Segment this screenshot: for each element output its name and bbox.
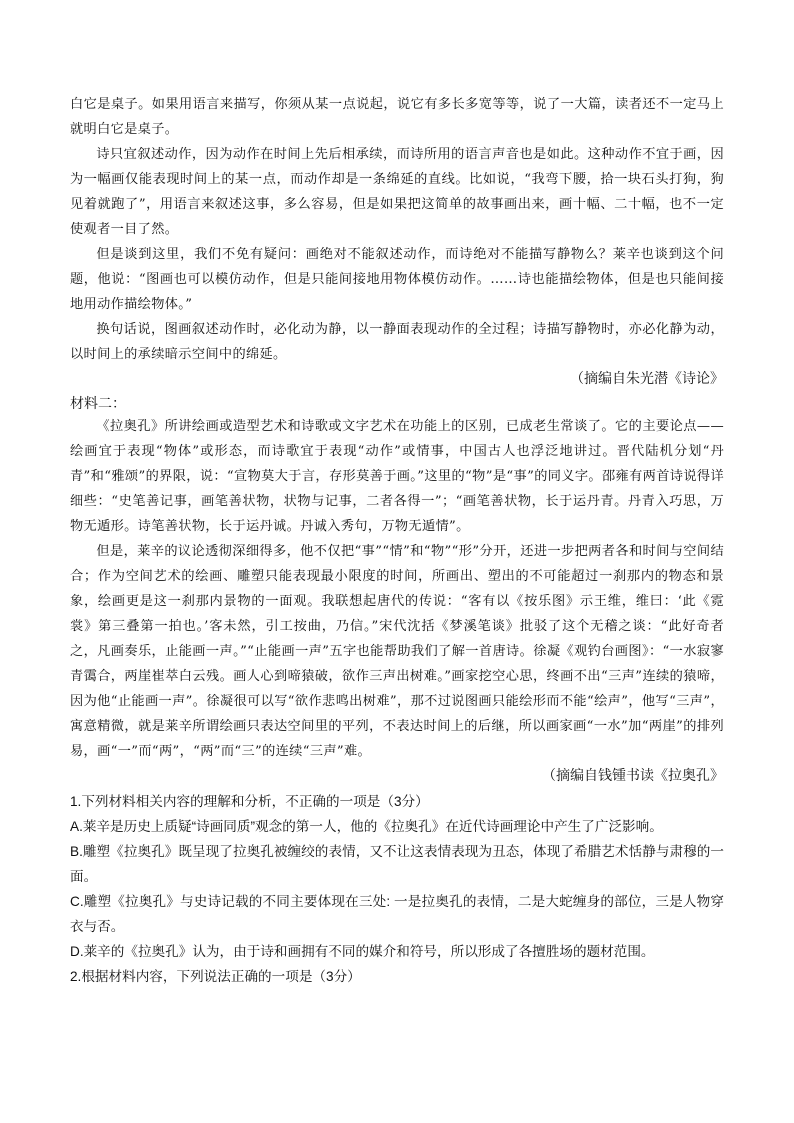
question-stem: 1.下列材料相关内容的理解和分析，不正确的一项是（3分） — [70, 794, 429, 809]
question-option: D.莱辛的《拉奥孔》认为，由于诗和画拥有不同的媒介和符号，所以形成了各擅胜场的题材范围。 — [70, 944, 655, 959]
paragraph: 诗只宜叙述动作，因为动作在时间上先后相承续，而诗所用的语言声音也是如此。这种动作不宜于画，因为一幅画仅能表现时间上的某一点，而动作却是一条绵延的直线。比如说，“我弯下腰，拾一块石头打狗，狗见着就跑了”，用语言来叙述这事，多么容易，但是如果把这简单的故事画出来，画十幅、二十幅，也不一定使观者一目了然。 — [70, 147, 724, 237]
material-one — [70, 92, 724, 392]
source-citation: （摘编自钱锺书读《拉奥孔》 — [542, 769, 724, 784]
material-label: 材料二： — [70, 395, 126, 411]
source-citation: （摘编自朱光潜《诗论》 — [570, 372, 724, 387]
paragraph: 《拉奥孔》所讲绘画或造型艺术和诗歌或文字艺术在功能上的区别，已成老生常谈了。它的主要论点——绘画宜于表现“物体”或形态，而诗歌宜于表现“动作”或情事，中国古人也浮泛地讲过。晋代陆机分划“丹青”和“雅颂”的界限，说：“宣物莫大于言，存形莫善于画。”这里的“物”是“事”的同义字。邵雍有两首诗说得详细些：“史笔善记事，画笔善状物，状物与记事，二者各得一”；“画笔善状物，长于运丹青。丹青入巧思，万物无遁形。诗笔善状物，长于运丹诚。丹诚入秀句，万物无遁情”。 — [70, 419, 724, 534]
question-option: A.莱辛是历史上质疑“诗画同质”观念的第一人，他的《拉奥孔》在近代诗画理论中产生了广泛影响。 — [70, 819, 663, 834]
paragraph: 白它是桌子。如果用语言来描写，你须从某一点说起，说它有多长多宽等等，说了一大篇，读者还不一定马上就明白它是桌子。 — [70, 97, 724, 137]
material-two — [70, 392, 724, 789]
question-stem: 2.根据材料内容，下列说法正确的一项是（3分） — [70, 969, 361, 984]
document-page — [70, 92, 724, 989]
questions — [70, 789, 724, 989]
question-option: B.雕塑《拉奥孔》既呈现了拉奥孔被缠绞的表情，又不让这表情表现为丑态，体现了希腊艺术恬静与肃穆的一面。 — [70, 844, 724, 884]
paragraph: 但是谈到这里，我们不免有疑问：画绝对不能叙述动作，而诗绝对不能描写静物么？莱辛也谈到这个问题，他说：“图画也可以模仿动作，但是只能间接地用物体模仿动作。……诗也能描绘物体，但是也只能间接地用动作描绘物体。” — [70, 247, 724, 312]
paragraph: 换句话说，图画叙述动作时，必化动为静，以一静面表现动作的全过程；诗描写静物时，亦必化静为动，以时间上的承续暗示空间中的绵延。 — [70, 322, 724, 362]
paragraph: 但是，莱辛的议论透彻深细得多，他不仅把“事”“情”和“物”“形”分开，还进一步把两者各和时间与空间结合；作为空间艺术的绘画、雕塑只能表现最小限度的时间，所画出、塑出的不可能超过一刹那内的物态和景象，绘画更是这一刹那内景物的一面观。我联想起唐代的传说：“客有以《按乐图》示王维，维曰：‘此《霓裳》第三叠第一拍也。’客未然，引工按曲，乃信。”宋代沈括《梦溪笔谈》批驳了这个无稽之谈：“此好奇者之，凡画奏乐，止能画一声。”“止能画一声”五字也能帮助我们了解一首唐诗。徐凝《观钓台画图》：“一水寂寥青霭合，两崖崔萃白云残。画人心到啼猿破，欲作三声出树难。”画家挖空心思，终画不出“三声”连续的猿啼，因为他“止能画一声”。徐凝很可以写“欲作悲鸣出树难”，那不过说图画只能绘形而不能“绘声”，他写“三声”，寓意精微，就是莱辛所谓绘画只表达空间里的平列，不表达时间上的后继，所以画家画“一水”加“两崖”的排列易，画“一”而“两”，“两”而“三”的连续“三声”难。 — [70, 544, 724, 759]
question-option: C.雕塑《拉奥孔》与史诗记载的不同主要体现在三处: 一是拉奥孔的表情，二是大蛇缠身的部位，三是人物穿衣与否。 — [70, 894, 724, 934]
